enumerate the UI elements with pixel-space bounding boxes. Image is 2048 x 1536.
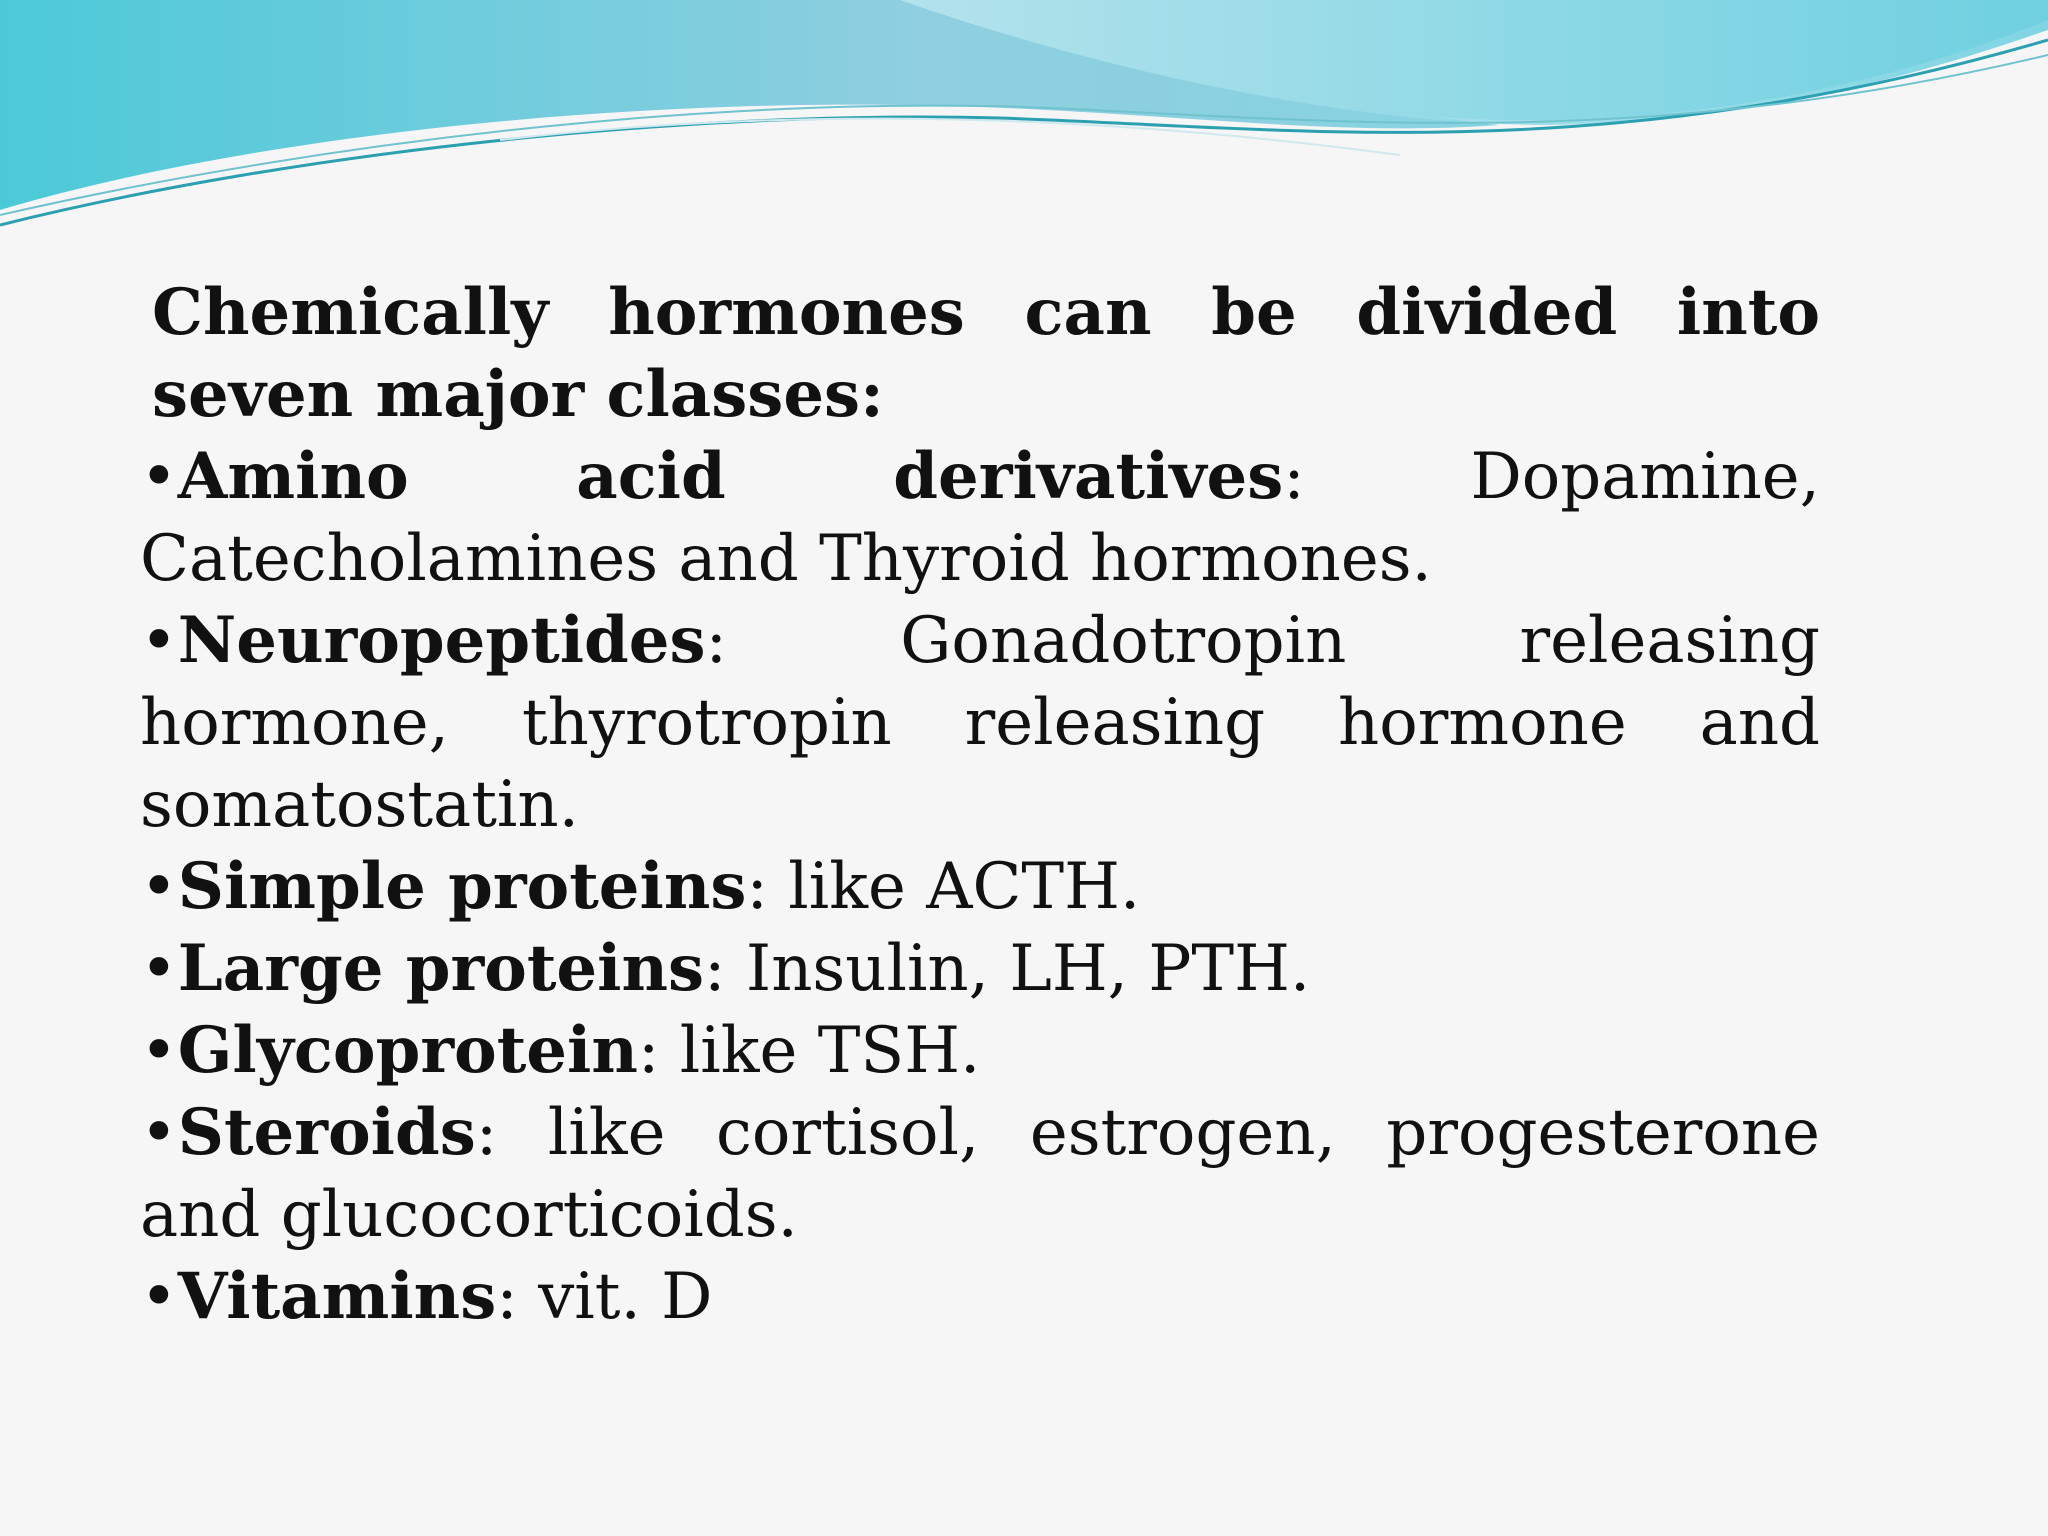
bullet-marker: • xyxy=(140,1260,178,1334)
list-item xyxy=(140,1092,1820,1256)
item-separator: : xyxy=(705,604,728,678)
item-term: Large proteins xyxy=(177,931,704,1006)
item-term: Glycoprotein xyxy=(177,1013,638,1088)
item-description: vit. D xyxy=(517,1260,713,1334)
item-separator: : xyxy=(1283,440,1305,514)
list-item xyxy=(140,436,1820,600)
wave-header-decoration xyxy=(0,0,2048,240)
bullet-marker: • xyxy=(140,932,178,1006)
item-term: Neuropeptides xyxy=(177,603,706,678)
item-separator: : xyxy=(637,1014,660,1088)
item-description: like cortisol, estrogen, progesterone and glucocorticoids. xyxy=(140,1096,1820,1252)
bullet-marker: • xyxy=(140,440,178,514)
item-separator: : xyxy=(704,932,726,1006)
hormone-class-list xyxy=(140,436,1820,1338)
item-term: Vitamins xyxy=(177,1259,497,1334)
list-item xyxy=(140,1010,1820,1092)
item-separator: : xyxy=(496,1260,518,1334)
list-item xyxy=(140,1256,1820,1338)
item-description: like TSH. xyxy=(659,1014,981,1088)
list-item xyxy=(140,846,1820,928)
item-description: Dopamine, Catecholamines and Thyroid hormones. xyxy=(140,440,1820,596)
item-separator: : xyxy=(746,850,768,924)
slide-content xyxy=(140,272,1820,1338)
bullet-marker: • xyxy=(140,850,178,924)
item-description: Insulin, LH, PTH. xyxy=(725,932,1311,1006)
list-item xyxy=(140,928,1820,1010)
item-term: Amino acid derivatives xyxy=(177,439,1284,514)
item-description: like ACTH. xyxy=(767,850,1141,924)
wave-line-3 xyxy=(500,119,1400,155)
item-term: Simple proteins xyxy=(177,849,747,924)
item-separator: : xyxy=(475,1096,498,1170)
bullet-marker: • xyxy=(140,604,178,678)
list-item xyxy=(140,600,1820,846)
bullet-marker: • xyxy=(140,1014,178,1088)
slide-heading: Chemically hormones can be divided into seven major classes: xyxy=(152,275,1820,432)
item-term: Steroids xyxy=(177,1095,476,1170)
bullet-marker: • xyxy=(140,1096,178,1170)
item-description: Gonadotropin releasing hormone, thyrotropin releasing hormone and somatostatin. xyxy=(140,604,1820,842)
